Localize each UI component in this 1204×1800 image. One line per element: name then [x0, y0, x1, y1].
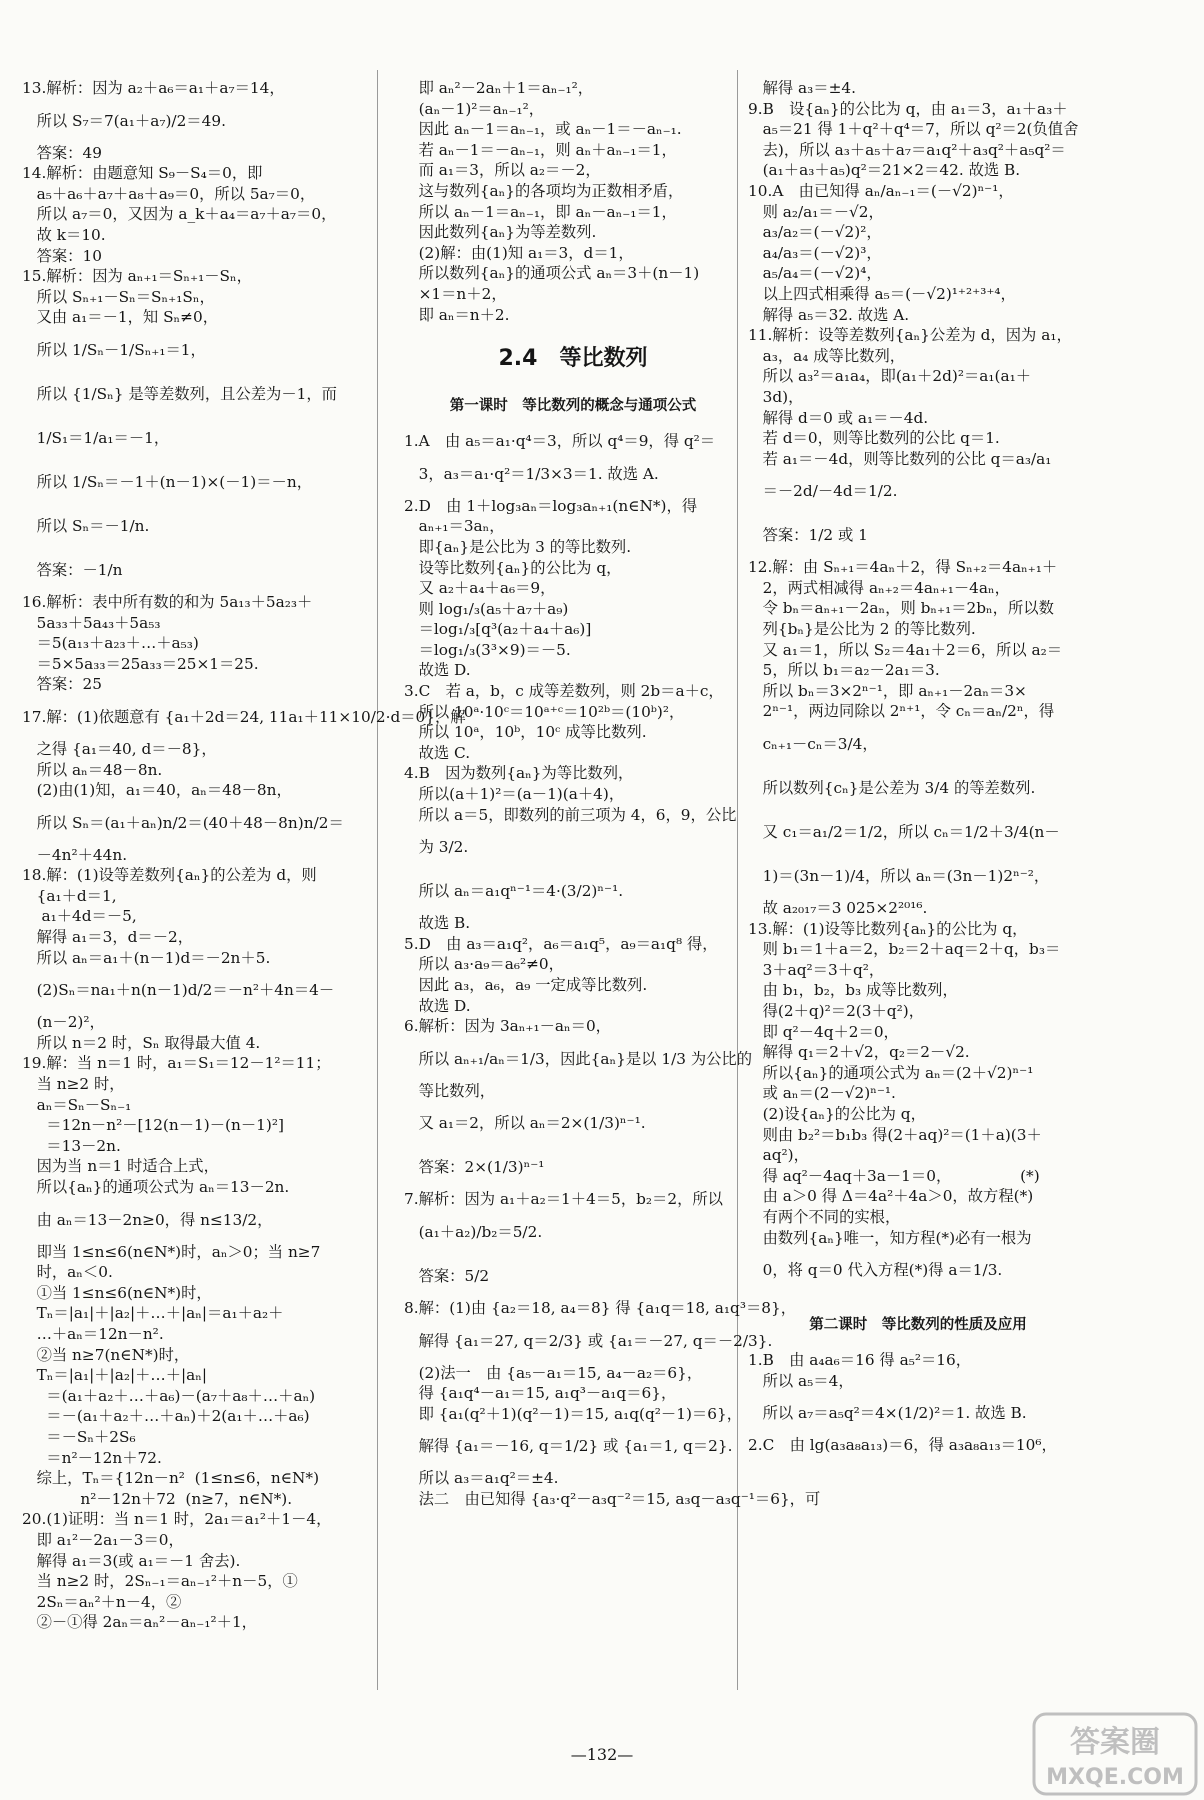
answer-line: (2)解：由(1)知 a₁＝3，d＝1， [404, 243, 634, 262]
site-watermark [1032, 1712, 1198, 1796]
answer-line: 又 a₁＝1，所以 S₂＝4a₁＋2＝6，所以 a₂＝ [748, 640, 1063, 659]
answer-line: 故 k＝10. [22, 225, 106, 244]
lesson-1-title: 第一课时 等比数列的概念与通项公式 [449, 398, 697, 415]
answer-line: …＋aₙ＝12n－n². [22, 1324, 164, 1343]
answer-line: 这与数列{aₙ}的各项均为正数相矛盾， [404, 181, 684, 200]
answer-line: 解得 a₁＝3(或 a₁＝－1 舍去). [22, 1551, 241, 1570]
answer-line: 答案：2×(1/3)ⁿ⁻¹ [404, 1158, 545, 1177]
answer-line: 20.(1)证明：当 n＝1 时，2a₁＝a₁²＋1－4， [22, 1510, 332, 1529]
answer-line: 则由 b₂²＝b₁b₃ 得(2＋aq)²＝(1＋a)(3＋ [748, 1125, 1042, 1144]
answer-line: 2.C 由 lg(a₃a₈a₁₃)＝6，得 a₃a₈a₁₃＝10⁶， [748, 1436, 1057, 1455]
answer-line: 而 a₁＝3，所以 a₂＝－2， [404, 161, 601, 180]
answer-line: 所以{aₙ}的通项公式为 aₙ＝13－2n. [22, 1178, 290, 1196]
answer-line: (2)Sₙ＝na₁＋n(n－1)d/2＝－n²＋4n＝4－ [22, 981, 335, 1000]
answer-line: ②当 n≥7(n∈N*)时， [22, 1345, 190, 1364]
answer-line: 为 3/2. [404, 838, 469, 857]
answer-line: 由 a＞0 得 Δ＝4a²＋4a＞0，故方程(*) [748, 1187, 1034, 1206]
answer-line: 所以 a₃·a₉＝a₆²≠0， [404, 955, 564, 974]
answer-line: 所以 a₃＝a₁q²＝±4. [404, 1469, 559, 1488]
answer-line: 解得 {a₁＝27, q＝2/3} 或 {a₁＝－27, q＝－2/3}. [404, 1331, 773, 1350]
answer-line: 1.A 由 a₅＝a₁·q⁴＝3，所以 q⁴＝9，得 q²＝ [404, 432, 716, 451]
answer-line: 等比数列， [404, 1081, 496, 1100]
answer-line: ＝5×5a₃₃＝25a₃₃＝25×1＝25. [22, 654, 259, 673]
answer-line: 之得 {a₁＝40, d＝－8}， [22, 739, 217, 758]
answer-line: ＝n²－12n＋72. [22, 1448, 162, 1467]
answer-line: 由数列{aₙ}唯一，知方程(*)必有一根为 [748, 1228, 1032, 1247]
answer-line: 若 a₁＝－4d，则等比数列的公比 q＝a₃/a₁ [748, 449, 1052, 468]
answer-line: 又 a₁＝2，所以 aₙ＝2×(1/3)ⁿ⁻¹. [404, 1114, 646, 1133]
answer-line: 3＋aq²＝3＋q²， [748, 960, 885, 979]
answer-line: 所以 aₙ＝48－8n. [22, 760, 163, 779]
answer-line: 答案：25 [22, 675, 102, 694]
answer-line: 所以 10ᵃ，10ᵇ，10ᶜ 成等比数列. [404, 723, 647, 742]
answer-line: 所以 10ᵃ·10ᶜ＝10ᵃ⁺ᶜ＝10²ᵇ＝(10ᵇ)²， [404, 702, 685, 721]
answer-line: (2)法一 由 {a₅－a₁＝15, a₄－a₂＝6}， [404, 1363, 703, 1382]
answer-line: 12.解：由 Sₙ₊₁＝4aₙ＋2，得 Sₙ₊₂＝4aₙ₊₁＋ [748, 558, 1058, 577]
answer-line: 9.B 设{aₙ}的公比为 q，由 a₁＝3，a₁＋a₃＋ [748, 99, 1068, 118]
answer-line: 解得 {a₁＝－16, q＝1/2} 或 {a₁＝1, q＝2}. [404, 1437, 733, 1456]
answer-line: ＝－Sₙ＋2S₆ [22, 1427, 136, 1446]
answer-line: 3.C 若 a，b，c 成等差数列，则 2b＝a＋c， [404, 682, 724, 701]
answer-line: ＝log₁/₃(3³×9)＝－5. [404, 640, 571, 659]
lesson-2-title: 第二课时 等比数列的性质及应用 [809, 1317, 1027, 1334]
answer-line: 1.B 由 a₄a₆＝16 得 a₅²＝16， [748, 1351, 972, 1370]
answer-line: 0，将 q＝0 代入方程(*)得 a＝1/3. [748, 1261, 1003, 1280]
page-number: —132— [570, 1745, 634, 1764]
answer-line: (2)由(1)知，a₁＝40，aₙ＝48－8n， [22, 781, 292, 800]
answer-line: 2Sₙ＝aₙ²＋n－4，② [22, 1592, 182, 1611]
answer-line: 则 b₁＝1＋a＝2，b₂＝2＋aq＝2＋q，b₃＝ [748, 940, 1061, 959]
answer-line: 即 a₁²－2a₁－3＝0， [22, 1530, 184, 1549]
answer-line: 得(2＋q)²＝2(3＋q²)， [748, 1002, 924, 1020]
answer-line: 即 aₙ²－2aₙ＋1＝aₙ₋₁²， [404, 79, 594, 97]
answer-line: 5，所以 b₁＝a₂－2a₁＝3. [748, 661, 940, 680]
answer-line: 3，a₃＝a₁·q²＝1/3×3＝1. 故选 A. [404, 464, 659, 483]
answer-line: 7.解析：因为 a₁＋a₂＝1＋4＝5，b₂＝2，所以 [404, 1190, 723, 1209]
answer-line: ＝(a₁＋a₂＋…＋a₆)－(a₇＋a₈＋…＋aₙ) [22, 1386, 316, 1405]
answer-line: 所以 {1/Sₙ} 是等差数列，且公差为－1，而 [22, 384, 337, 403]
answer-line: 18.解：(1)设等差数列{aₙ}的公差为 d，则 [22, 866, 317, 885]
answer-line: 15.解析：因为 aₙ₊₁＝Sₙ₊₁－Sₙ， [22, 267, 252, 286]
answer-line: 所以 a＝5，即数列的前三项为 4，6，9，公比 [404, 805, 737, 824]
answer-line: aq²)， [748, 1146, 809, 1165]
answer-line: {a₁＋d＝1, [22, 886, 117, 905]
answer-line: 所以 a₇＝0，又因为 a_k＋a₄＝a₇＋a₇＝0， [22, 205, 337, 224]
answer-line: (aₙ－1)²＝aₙ₋₁²， [404, 99, 545, 118]
answer-line: a₅/a₄＝(－√2)⁴， [748, 264, 882, 283]
answer-line: 13.解：(1)设等比数列{aₙ}的公比为 q， [748, 919, 1028, 938]
answer-line: 即当 1≤n≤6(n∈N*)时，aₙ＞0；当 n≥7 [22, 1242, 321, 1261]
answer-line: 10.A 由已知得 aₙ/aₙ₋₁＝(－√2)ⁿ⁻¹， [748, 181, 1014, 200]
answer-line: 当 n≥2 时， [22, 1075, 125, 1094]
answer-line: 得 aq²－4aq＋3a－1＝0， (*) [748, 1166, 1040, 1185]
answer-line: 由 aₙ＝13－2n≥0，得 n≤13/2， [22, 1210, 273, 1229]
answer-line: 所以数列{aₙ}的通项公式 aₙ＝3＋(n－1) [404, 264, 700, 283]
answer-line: a₄/a₃＝(－√2)³， [748, 243, 882, 262]
answer-line: a₁＋4d＝－5, [22, 907, 137, 926]
answer-line: 答案：－1/n [22, 560, 123, 579]
column-divider-left [377, 70, 378, 1690]
answer-line: 答案：10 [22, 246, 102, 265]
answer-line: 2，两式相减得 aₙ₊₂＝4aₙ₊₁－4aₙ， [748, 578, 1010, 597]
answer-line: (a₁＋a₃＋a₅)q²＝21×2＝42. 故选 B. [748, 161, 1021, 180]
answer-line: 即 q²－4q＋2＝0， [748, 1022, 899, 1041]
answer-line: a₅＋a₆＋a₇＋a₈＋a₉＝0，所以 5a₇＝0， [22, 184, 316, 203]
answer-line: 所以 aₙ－1＝aₙ₋₁，即 aₙ－aₙ₋₁＝1， [404, 202, 677, 221]
answer-line: 所以{aₙ}的通项公式为 aₙ＝(2＋√2)ⁿ⁻¹ [748, 1063, 1034, 1082]
answer-column-3 [748, 78, 1088, 1456]
watermark-top-text: 答案圈 [1070, 1725, 1160, 1760]
answer-line: 或 aₙ＝(2－√2)ⁿ⁻¹. [748, 1084, 896, 1103]
answer-line: 答案：49 [22, 143, 102, 162]
answer-line: 又由 a₁＝－1，知 Sₙ≠0， [22, 308, 219, 327]
answer-line: ＝12n－n²－[12(n－1)－(n－1)²] [22, 1116, 284, 1135]
answer-line: 所以数列{cₙ}是公差为 3/4 的等差数列. [748, 779, 1036, 798]
answer-line: 16.解析：表中所有数的和为 5a₁₃＋5a₂₃＋ [22, 592, 313, 611]
answer-line: 所以 bₙ＝3×2ⁿ⁻¹，即 aₙ₊₁－2aₙ＝3× [748, 681, 1027, 700]
answer-line: ②－①得 2aₙ＝aₙ²－aₙ₋₁²＋1， [22, 1613, 257, 1632]
answer-line: 故选 D. [404, 996, 471, 1015]
answer-line: 因此 aₙ－1＝aₙ₋₁，或 aₙ－1＝－aₙ₋₁. [404, 120, 682, 139]
answer-line: 去)，所以 a₃＋a₅＋a₇＝a₁q²＋a₃q²＋a₅q²＝ [748, 140, 1066, 159]
answer-line: (n－2)²， [22, 1013, 105, 1032]
answer-line: 19.解：当 n＝1 时，a₁＝S₁＝12－1²＝11； [22, 1054, 331, 1073]
answer-line: 若 d＝0，则等比数列的公比 q＝1. [748, 429, 1000, 448]
column-3-part-b [748, 1350, 1088, 1456]
answer-line: cₙ₊₁－cₙ＝3/4， [748, 735, 878, 754]
answer-line: 当 n≥2 时，2Sₙ₋₁＝aₙ₋₁²＋n－5，① [22, 1572, 298, 1591]
answer-line: 则 a₂/a₁＝－√2， [748, 202, 884, 221]
answer-line: 因此数列{aₙ}为等差数列. [404, 223, 597, 242]
answer-line: n²－12n＋72 (n≥7，n∈N*). [22, 1489, 293, 1508]
answer-line: 所以 a₅＝4， [748, 1371, 854, 1390]
answer-line: ＝log₁/₃[q³(a₂＋a₄＋a₆)] [404, 620, 592, 639]
answer-line: 答案：1/2 或 1 [748, 526, 868, 545]
answer-line: 又 c₁＝a₁/2＝1/2，所以 cₙ＝1/2＋3/4(n－ [748, 823, 1060, 842]
answer-line: 所以 a₃²＝a₁a₄，即(a₁＋2d)²＝a₁(a₁＋ [748, 367, 1032, 386]
answer-line: 所以 Sₙ＝(a₁＋aₙ)n/2＝(40＋48－8n)n/2＝ [22, 813, 344, 832]
answer-line: 时，aₙ＜0. [22, 1263, 113, 1282]
answer-line: 所以(a＋1)²＝(a－1)(a＋4)， [404, 785, 625, 804]
answer-line: 即 {a₁(q²＋1)(q²－1)＝15, a₁q(q²－1)＝6}， [404, 1404, 742, 1423]
answer-line: 故 a₂₀₁₇＝3 025×2²⁰¹⁶. [748, 899, 928, 918]
answer-line: 有两个不同的实根， [748, 1207, 901, 1226]
answer-line: 14.解析：由题意知 S₉－S₄＝0，即 [22, 164, 263, 183]
answer-line: 13.解析：因为 a₂＋a₆＝a₁＋a₇＝14， [22, 79, 285, 97]
answer-line: aₙ＝Sₙ－Sₙ₋₁ [22, 1095, 132, 1114]
answer-line: Tₙ＝|a₁|＋|a₂|＋…＋|aₙ|＝a₁＋a₂＋ [22, 1304, 284, 1323]
answer-line: 解得 d＝0 或 a₁＝－4d. [748, 408, 929, 427]
answer-line: 即{aₙ}是公比为 3 的等比数列. [404, 537, 632, 556]
answer-line: 答案：5/2 [404, 1266, 490, 1285]
answer-line: 8.解：(1)由 {a₂＝18, a₄＝8} 得 {a₁q＝18, a₁q³＝8}， [404, 1298, 797, 1317]
answer-line: 列{bₙ}是公比为 2 的等比数列. [748, 620, 976, 639]
answer-line: ＝13－2n. [22, 1136, 121, 1155]
answer-line: aₙ₊₁＝3aₙ， [404, 517, 505, 536]
answer-line: 综上，Tₙ＝{12n－n² (1≤n≤6，n∈N*) [22, 1469, 320, 1488]
answer-line: 6.解析：因为 3aₙ₊₁－aₙ＝0， [404, 1017, 611, 1036]
answer-line: 所以 S₇＝7(a₁＋a₇)/2＝49. [22, 111, 226, 130]
answer-line: a₅＝21 得 1＋q²＋q⁴＝7，所以 q²＝2(负值舍 [748, 120, 1079, 139]
column-3-part-a [748, 78, 1088, 1292]
answer-line: 又 a₂＋a₄＋a₆＝9， [404, 579, 556, 598]
answer-line: 11.解析：设等差数列{aₙ}公差为 d，因为 a₁， [748, 326, 1072, 345]
answer-line: 因为当 n＝1 时适合上式， [22, 1157, 219, 1176]
answer-line: 5a₃₃＋5a₄₃＋5a₅₃ [22, 613, 161, 632]
column-2-part-a [404, 78, 742, 325]
answer-line: ＝5(a₁₃＋a₂₃＋…＋a₅₃) [22, 634, 199, 653]
answer-line: 1/S₁＝1/a₁＝－1， [22, 428, 170, 447]
answer-line: 2.D 由 1＋log₃aₙ＝log₃aₙ₊₁(n∈N*)，得 [404, 496, 698, 515]
answer-line: 令 bₙ＝aₙ₊₁－2aₙ，则 bₙ₊₁＝2bₙ，所以数 [748, 599, 1054, 618]
answer-line: ×1＝n＋2， [404, 284, 507, 303]
answer-line: 所以 aₙ₊₁/aₙ＝1/3，因此{aₙ}是以 1/3 为公比的 [404, 1049, 753, 1068]
answer-line: －4n²＋44n. [22, 845, 128, 864]
answer-line: 解得 a₁＝3，d＝－2， [22, 928, 194, 947]
section-title: 2.4 等比数列 [498, 346, 648, 372]
answer-line: 所以 n＝2 时，Sₙ 取得最大值 4. [22, 1033, 261, 1052]
answer-line: ①当 1≤n≤6(n∈N*)时， [22, 1283, 212, 1302]
answer-line: ＝－(a₁＋a₂＋…＋aₙ)＋2(a₁＋…＋a₆) [22, 1407, 310, 1426]
answer-line: 所以 aₙ＝a₁qⁿ⁻¹＝4·(3/2)ⁿ⁻¹. [404, 882, 624, 901]
answer-line: 5.D 由 a₃＝a₁q²，a₆＝a₁q⁵，a₉＝a₁q⁸ 得， [404, 934, 718, 953]
answer-line: a₃/a₂＝(－√2)²， [748, 223, 882, 242]
answer-line: 所以 aₙ＝a₁＋(n－1)d＝－2n＋5. [22, 948, 271, 967]
answer-line: 因此 a₃，a₆，a₉ 一定成等比数列. [404, 976, 648, 994]
answer-line: 设等比数列{aₙ}的公比为 q， [404, 558, 622, 577]
answer-line: 则 log₁/₃(a₅＋a₇＋a₉) [404, 599, 569, 618]
answer-line: 由 b₁，b₂，b₃ 成等比数列， [748, 981, 958, 1000]
answer-line: 4.B 因为数列{aₙ}为等比数列， [404, 764, 634, 783]
answer-line: 2ⁿ⁻¹，两边同除以 2ⁿ⁺¹，令 cₙ＝aₙ/2ⁿ，得 [748, 702, 1055, 721]
answer-line: 得 {a₁q⁴－a₁＝15, a₁q³－a₁q＝6}， [404, 1384, 677, 1403]
answer-line: 故选 C. [404, 743, 471, 762]
answer-line: 若 aₙ－1＝－aₙ₋₁，则 aₙ＋aₙ₋₁＝1， [404, 140, 677, 159]
answer-line: 所以 Sₙ₊₁－Sₙ＝Sₙ₊₁Sₙ， [22, 287, 215, 306]
answer-line: 所以 Sₙ＝－1/n. [22, 516, 150, 535]
answer-line: 解得 a₃＝±4. [748, 79, 857, 97]
answer-line: Tₙ＝|a₁|＋|a₂|＋…＋|aₙ| [22, 1366, 208, 1385]
answer-line: 所以 1/Sₙ＝－1＋(n－1)×(－1)＝－n， [22, 472, 312, 491]
answer-line: 法二 由已知得 {a₃·q²－a₃q⁻²＝15, a₃q－a₃q⁻¹＝6}，可 [404, 1489, 821, 1508]
answer-line: 故选 B. [404, 914, 471, 933]
answer-line: ＝－2d/－4d＝1/2. [748, 482, 898, 501]
answer-line: 所以 a₇＝a₅q²＝4×(1/2)²＝1. 故选 B. [748, 1404, 1027, 1423]
answer-line: (2)设{aₙ}的公比为 q， [748, 1104, 926, 1123]
answer-line: 以上四式相乘得 a₅＝(－√2)¹⁺²⁺³⁺⁴， [748, 284, 1016, 303]
answer-line: 1)＝(3n－1)/4，所以 aₙ＝(3n－1)2ⁿ⁻²， [748, 867, 1050, 886]
answer-line: 17.解：(1)依题意有 {a₁＋2d＝24, 11a₁＋11×10/2·d＝0}，解 [22, 707, 466, 726]
answer-line: 所以 1/Sₙ－1/Sₙ₊₁＝1， [22, 340, 206, 359]
answer-line: 解得 q₁＝2＋√2，q₂＝2－√2. [748, 1043, 970, 1062]
answer-line: 故选 D. [404, 661, 471, 680]
answer-line: (a₁＋a₂)/b₂＝5/2. [404, 1222, 543, 1241]
answer-line: 即 aₙ＝n＋2. [404, 305, 510, 324]
answer-line: 3d)， [748, 387, 804, 406]
answer-line: a₃，a₄ 成等比数列， [748, 346, 906, 365]
watermark-bottom-text: MXQE.COM [1046, 1765, 1184, 1790]
answer-line: 解得 a₅＝32. 故选 A. [748, 305, 910, 324]
